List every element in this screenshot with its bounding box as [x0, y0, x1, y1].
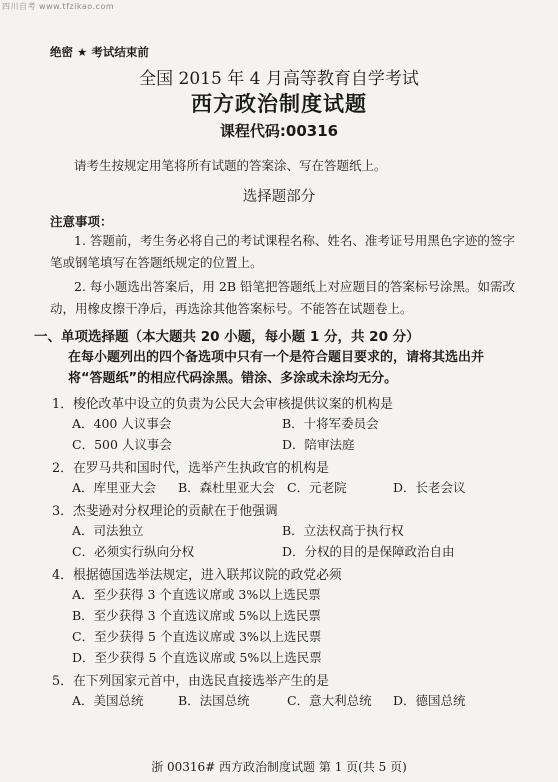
- question-4-option-a: A．至少获得 3 个直选议席或 3%以上选民票: [72, 587, 321, 602]
- question-4-option-d: D．至少获得 5 个直选议席或 5%以上选民票: [72, 650, 322, 665]
- question-3-option-a: A．司法独立: [72, 523, 144, 538]
- question-2-stem: 2．在罗马共和国时代，选举产生执政官的机构是: [52, 461, 329, 476]
- section-title: 选择题部分: [242, 189, 316, 205]
- question-3-option-b: B．立法权高于执行权: [282, 523, 404, 538]
- question-3-option-c: C．必须实行纵向分权: [72, 544, 195, 559]
- question-5-option-b: B．法国总统: [178, 693, 250, 708]
- secret-label: 绝密 ★ 考试结束前: [50, 45, 149, 59]
- course-code: 课程代码:00316: [219, 122, 339, 140]
- general-instruction: 请考生按规定用笔将所有试题的答案涂、写在答题纸上。: [74, 158, 387, 173]
- question-2-option-b: B．森杜里亚大会: [178, 480, 275, 495]
- question-3-stem: 3．杰斐逊对分权理论的贡献在于他强调: [52, 504, 278, 519]
- question-5-option-d: D．德国总统: [393, 693, 466, 708]
- question-4-option-c: C．至少获得 5 个直选议席或 3%以上选民票: [72, 629, 322, 644]
- question-5-stem: 5．在下列国家元首中，由选民直接选举产生的是: [52, 674, 329, 689]
- question-4-stem: 4．根据德国选举法规定，进入联邦议院的政党必须: [52, 568, 342, 583]
- question-1-option-d: D．陪审法庭: [282, 437, 355, 452]
- question-3-option-d: D．分权的目的是保障政治自由: [282, 544, 455, 559]
- question-1-option-c: C．500 人议事会: [72, 437, 172, 452]
- exam-title: 全国 2015 年 4 月高等教育自学考试: [139, 69, 419, 89]
- subject-title: 西方政治制度试题: [191, 92, 367, 116]
- question-4-option-b: B．至少获得 3 个直选议席或 5%以上选民票: [72, 608, 321, 623]
- page-footer: 浙 00316# 西方政治制度试题 第 1 页(共 5 页): [151, 760, 407, 774]
- part-description: 在每小题列出的四个备选项中只有一个是符合题目要求的，请将其选出并将“答题纸”的相应代码涂黑。错涂、多涂或未涂均无分。: [68, 350, 485, 386]
- note-item-1: 1. 答题前，考生务必将自己的考试课程名称、姓名、准考证号用黑色字迹的签字笔或钢笔填写在答题纸规定的位置上。: [50, 233, 515, 270]
- question-5-option-a: A．美国总统: [72, 693, 144, 708]
- question-2-option-a: A．库里亚大会: [72, 480, 157, 495]
- watermark-text: 四川自考 www.tfzikao.com: [2, 2, 115, 11]
- question-1-option-b: B．十将军委员会: [282, 416, 379, 431]
- notes-heading: 注意事项：: [50, 214, 113, 229]
- question-1-stem: 1．梭伦改革中设立的负责为公民大会审核提供议案的机构是: [52, 397, 393, 412]
- question-5-option-c: C．意大利总统: [287, 693, 372, 708]
- question-2-option-c: C．元老院: [287, 480, 347, 495]
- part-heading: 一、单项选择题（本大题共 20 小题，每小题 1 分，共 20 分）: [34, 329, 420, 345]
- note-item-2: 2. 每小题选出答案后，用 2B 铅笔把答题纸上对应题目的答案标号涂黑。如需改动，用橡皮擦干净后，再选涂其他答案标号。不能答在试题卷上。: [50, 279, 515, 316]
- question-2-option-d: D．长老会议: [393, 480, 466, 495]
- question-1-option-a: A．400 人议事会: [72, 416, 172, 431]
